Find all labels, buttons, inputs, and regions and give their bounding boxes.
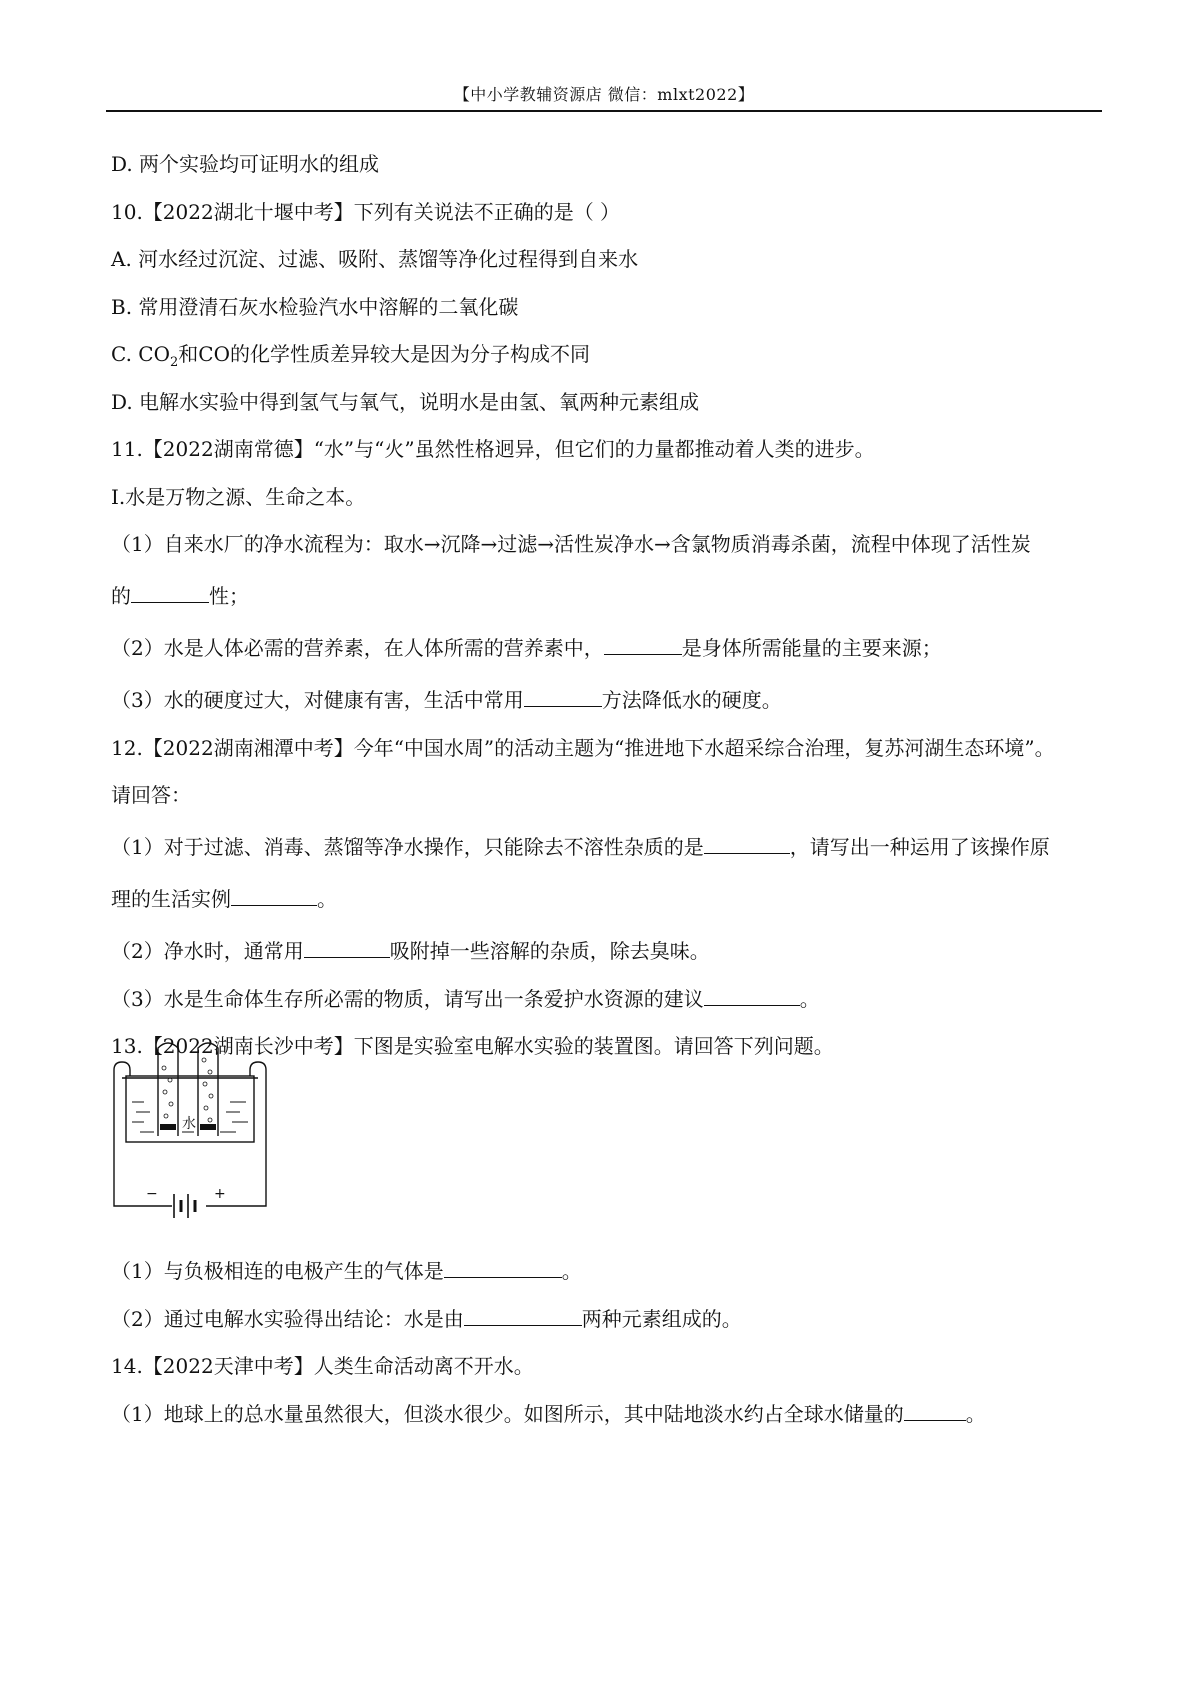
document-body-continued bbox=[111, 1255, 1101, 1445]
question-11-q1-cont: 的 性； bbox=[111, 584, 249, 608]
question-11-part1-heading: Ⅰ.水是万物之源、生命之本。 bbox=[111, 484, 366, 509]
question-11-stem: 11.【2022湖南常德】“水”与“火”虽然性格迥异，但它们的力量都推动着人类的进步。 bbox=[111, 437, 875, 461]
question-13-stem: 13.【2022湖南长沙中考】下图是实验室电解水实验的装置图。请回答下列问题。 bbox=[111, 1034, 834, 1058]
question-12-q2: （2）净水时，通常用 吸附掉一些溶解的杂质，除去臭味。 bbox=[111, 939, 710, 963]
question-12-prompt: 请回答： bbox=[111, 783, 191, 807]
question-11-q2: （2）水是人体必需的营养素，在人体所需的营养素中， 是身体所需能量的主要来源； bbox=[111, 636, 942, 660]
question-13-q2: （2）通过电解水实验得出结论：水是由 两种元素组成的。 bbox=[111, 1306, 742, 1331]
answer-blank[interactable] bbox=[704, 833, 790, 854]
page-header: 【中小学教辅资源店 微信：mlxt2022】 bbox=[453, 85, 755, 104]
question-14-stem: 14.【2022天津中考】人类生命活动离不开水。 bbox=[111, 1354, 534, 1378]
question-12-q1: （1）对于过滤、消毒、蒸馏等净水操作，只能除去不溶性杂质的是 ，请写出一种运用了该操作原 bbox=[111, 835, 1050, 859]
minus-sign: − bbox=[146, 1186, 158, 1202]
answer-blank[interactable] bbox=[704, 985, 800, 1006]
question-13-q1: （1）与负极相连的电极产生的气体是 。 bbox=[111, 1259, 582, 1283]
option-10a: A. 河水经过沉淀、过滤、吸附、蒸馏等净化过程得到自来水 bbox=[111, 247, 639, 271]
answer-blank[interactable] bbox=[304, 937, 390, 958]
option-10d: D. 电解水实验中得到氢气与氧气，说明水是由氢、氧两种元素组成 bbox=[111, 389, 700, 414]
question-12-q1-cont: 理的生活实例 。 bbox=[111, 887, 337, 911]
plus-sign: + bbox=[214, 1186, 226, 1202]
answer-blank[interactable] bbox=[604, 634, 682, 655]
option-10b: B. 常用澄清石灰水检验汽水中溶解的二氧化碳 bbox=[111, 294, 519, 319]
answer-blank[interactable] bbox=[231, 885, 317, 906]
answer-blank[interactable] bbox=[464, 1305, 582, 1326]
question-12-q3: （3）水是生命体生存所必需的物质，请写出一条爱护水资源的建议 。 bbox=[111, 986, 820, 1011]
question-12-stem: 12.【2022湖南湘潭中考】今年“中国水周”的活动主题为“推进地下水超采综合治理，复苏河湖生态环境”。 bbox=[111, 735, 1055, 760]
question-14-q1: （1）地球上的总水量虽然很大，但淡水很少。如图所示，其中陆地淡水约占全球水储量的 。 bbox=[111, 1401, 986, 1426]
answer-blank[interactable] bbox=[131, 582, 209, 603]
answer-blank[interactable] bbox=[444, 1257, 562, 1278]
question-10-stem: 10.【2022湖北十堰中考】下列有关说法不正确的是（ ） bbox=[111, 199, 621, 224]
option-10c: C. $CO_2$和CO的化学性质差异较大是因为分子构成不同 bbox=[111, 342, 590, 370]
question-11-q1: （1）自来水厂的净水流程为：取水→沉降→过滤→活性炭净水→含氯物质消毒杀菌，流程中体现了活性炭 bbox=[111, 532, 1031, 556]
answer-blank[interactable] bbox=[904, 1400, 966, 1421]
water-label: 水 bbox=[182, 1116, 196, 1132]
question-11-q3: （3）水的硬度过大，对健康有害，生活中常用 方法降低水的硬度。 bbox=[111, 688, 782, 712]
answer-blank[interactable] bbox=[524, 686, 602, 707]
electrolysis-apparatus-figure bbox=[110, 1040, 270, 1240]
document-body bbox=[111, 148, 1101, 1078]
header-divider bbox=[106, 110, 1102, 112]
option-9d: D. 两个实验均可证明水的组成 bbox=[111, 152, 380, 176]
